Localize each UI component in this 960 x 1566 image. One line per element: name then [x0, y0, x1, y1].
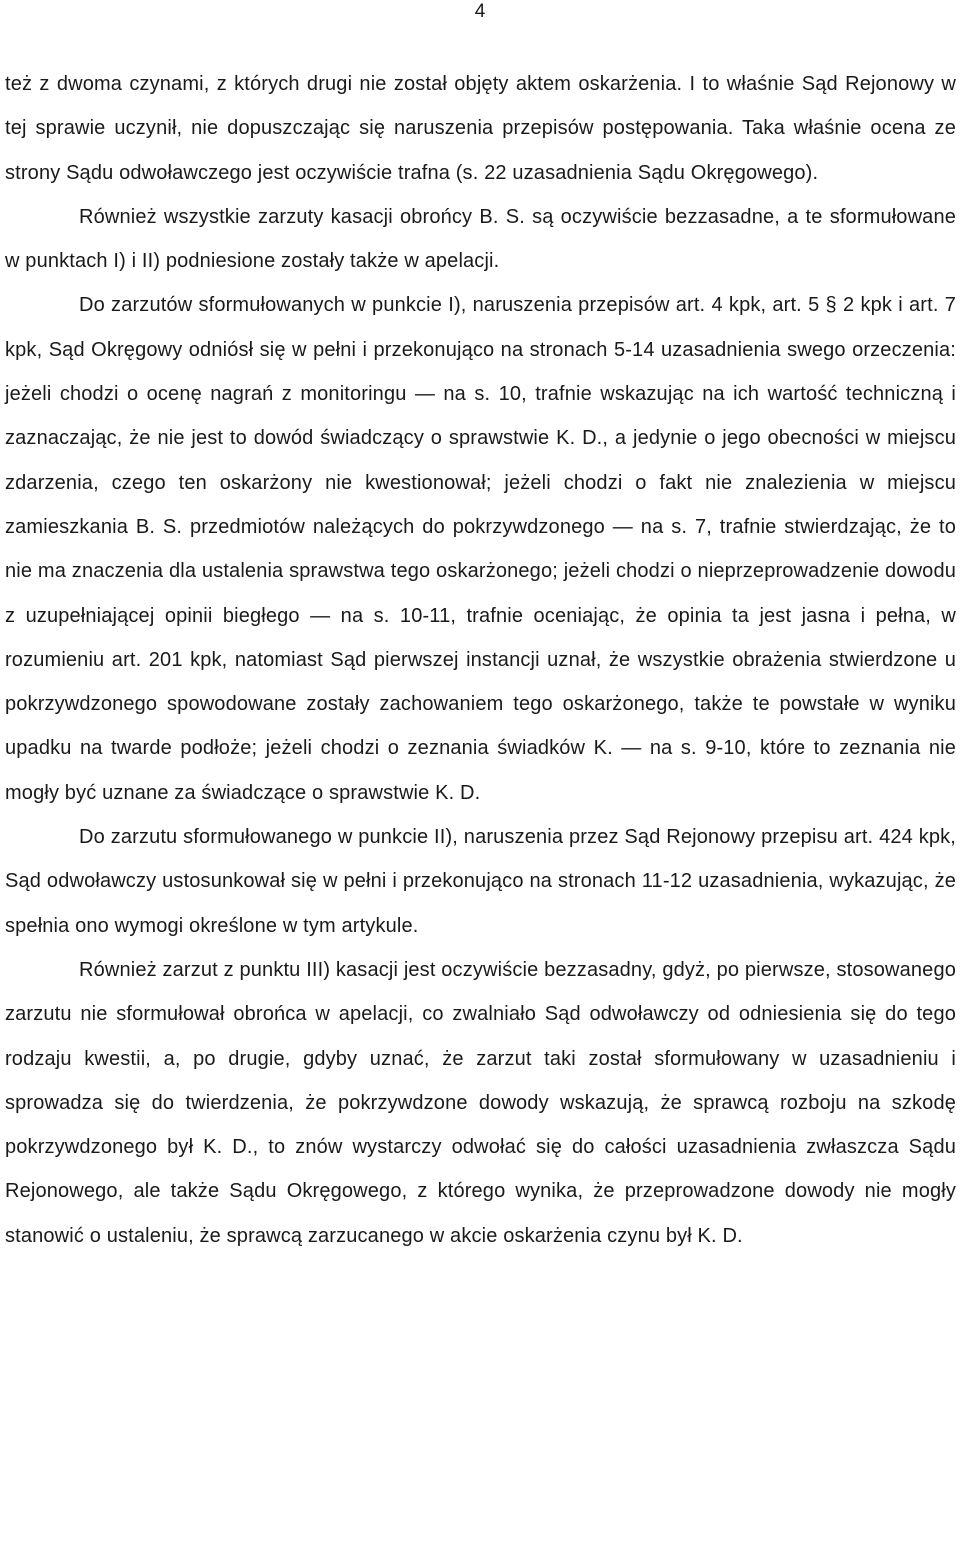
- paragraph-point-two: Do zarzutu sformułowanego w punkcie II), naruszenia przez Sąd Rejonowy przepisu art. 424 kpk, Sąd odwoławczy ustosunkował się w pełni i przekonująco na stronach 11-12 uzasadnienia, wykazując, że spełnia ono wymogi określone w tym artykule.: [5, 826, 956, 937]
- paragraph-point-three: Również zarzut z punktu III) kasacji jest oczywiście bezzasadny, gdyż, po pierwsze, stosowanego zarzutu nie sformułował obrońca w apelacji, co zwalniało Sąd odwoławczy od odniesienia się do tego rodzaju kwestii, a, po drugie, gdyby uznać, że zarzut taki został sformułowany w uzasadnieniu i sprowadza się do twierdzenia, że pokrzywdzone dowody wskazują, że sprawcą rozboju na szkodę pokrzywdzonego był K. D., to znów wystarczy odwołać się do całości uzasadnienia zwłaszcza Sądu Rejonowego, ale także Sądu Okręgowego, z którego wynika, że przeprowadzone dowody nie mogły stanowić o ustaleniu, że sprawcą zarzucanego w akcie oskarżenia czynu był K. D.: [5, 958, 956, 1247]
- paragraph-continuation: też z dwoma czynami, z których drugi nie został objęty aktem oskarżenia. I to właśnie Sąd Rejonowy w tej sprawie uczynił, nie dopuszczając się naruszenia przepisów postępowania. Taka właśnie ocena ze strony Sądu odwoławczego jest oczywiście trafna (s. 22 uzasadnienia Sądu Okręgowego).: [5, 73, 956, 184]
- paragraph-defense-appeal: Również wszystkie zarzuty kasacji obrońcy B. S. są oczywiście bezzasadne, a te sformułowane w punktach I) i II) podniesione zostały także w apelacji.: [5, 205, 956, 273]
- page-number: 4: [474, 1, 486, 22]
- document-body: [5, 62, 956, 1258]
- paragraph-point-one: Do zarzutów sformułowanych w punkcie I), naruszenia przepisów art. 4 kpk, art. 5 § 2 kpk i art. 7 kpk, Sąd Okręgowy odniósł się w pełni i przekonująco na stronach 5-14 uzasadnienia swego orzeczenia: jeżeli chodzi o ocenę nagrań z monitoringu — na s. 10, trafnie wskazując na ich wartość techniczną i zaznaczając, że nie jest to dowód świadczący o sprawstwie K. D., a jedynie o jego obecności w miejscu zdarzenia, czego ten oskarżony nie kwestionował; jeżeli chodzi o fakt nie znalezienia w miejscu zamieszkania B. S. przedmiotów należących do pokrzywdzonego — na s. 7, trafnie stwierdzając, że to nie ma znaczenia dla ustalenia sprawstwa tego oskarżonego; jeżeli chodzi o nieprzeprowadzenie dowodu z uzupełniającej opinii biegłego — na s. 10-11, trafnie oceniając, że opinia ta jest jasna i pełna, w rozumieniu art. 201 kpk, natomiast Sąd pierwszej instancji uznał, że wszystkie obrażenia stwierdzone u pokrzywdzonego spowodowane zostały zachowaniem tego oskarżonego, także te powstałe w wyniku upadku na twarde podłoże; jeżeli chodzi o zeznania świadków K. — na s. 9-10, które to zeznania nie mogły być uznane za świadczące o sprawstwie K. D.: [5, 294, 956, 804]
